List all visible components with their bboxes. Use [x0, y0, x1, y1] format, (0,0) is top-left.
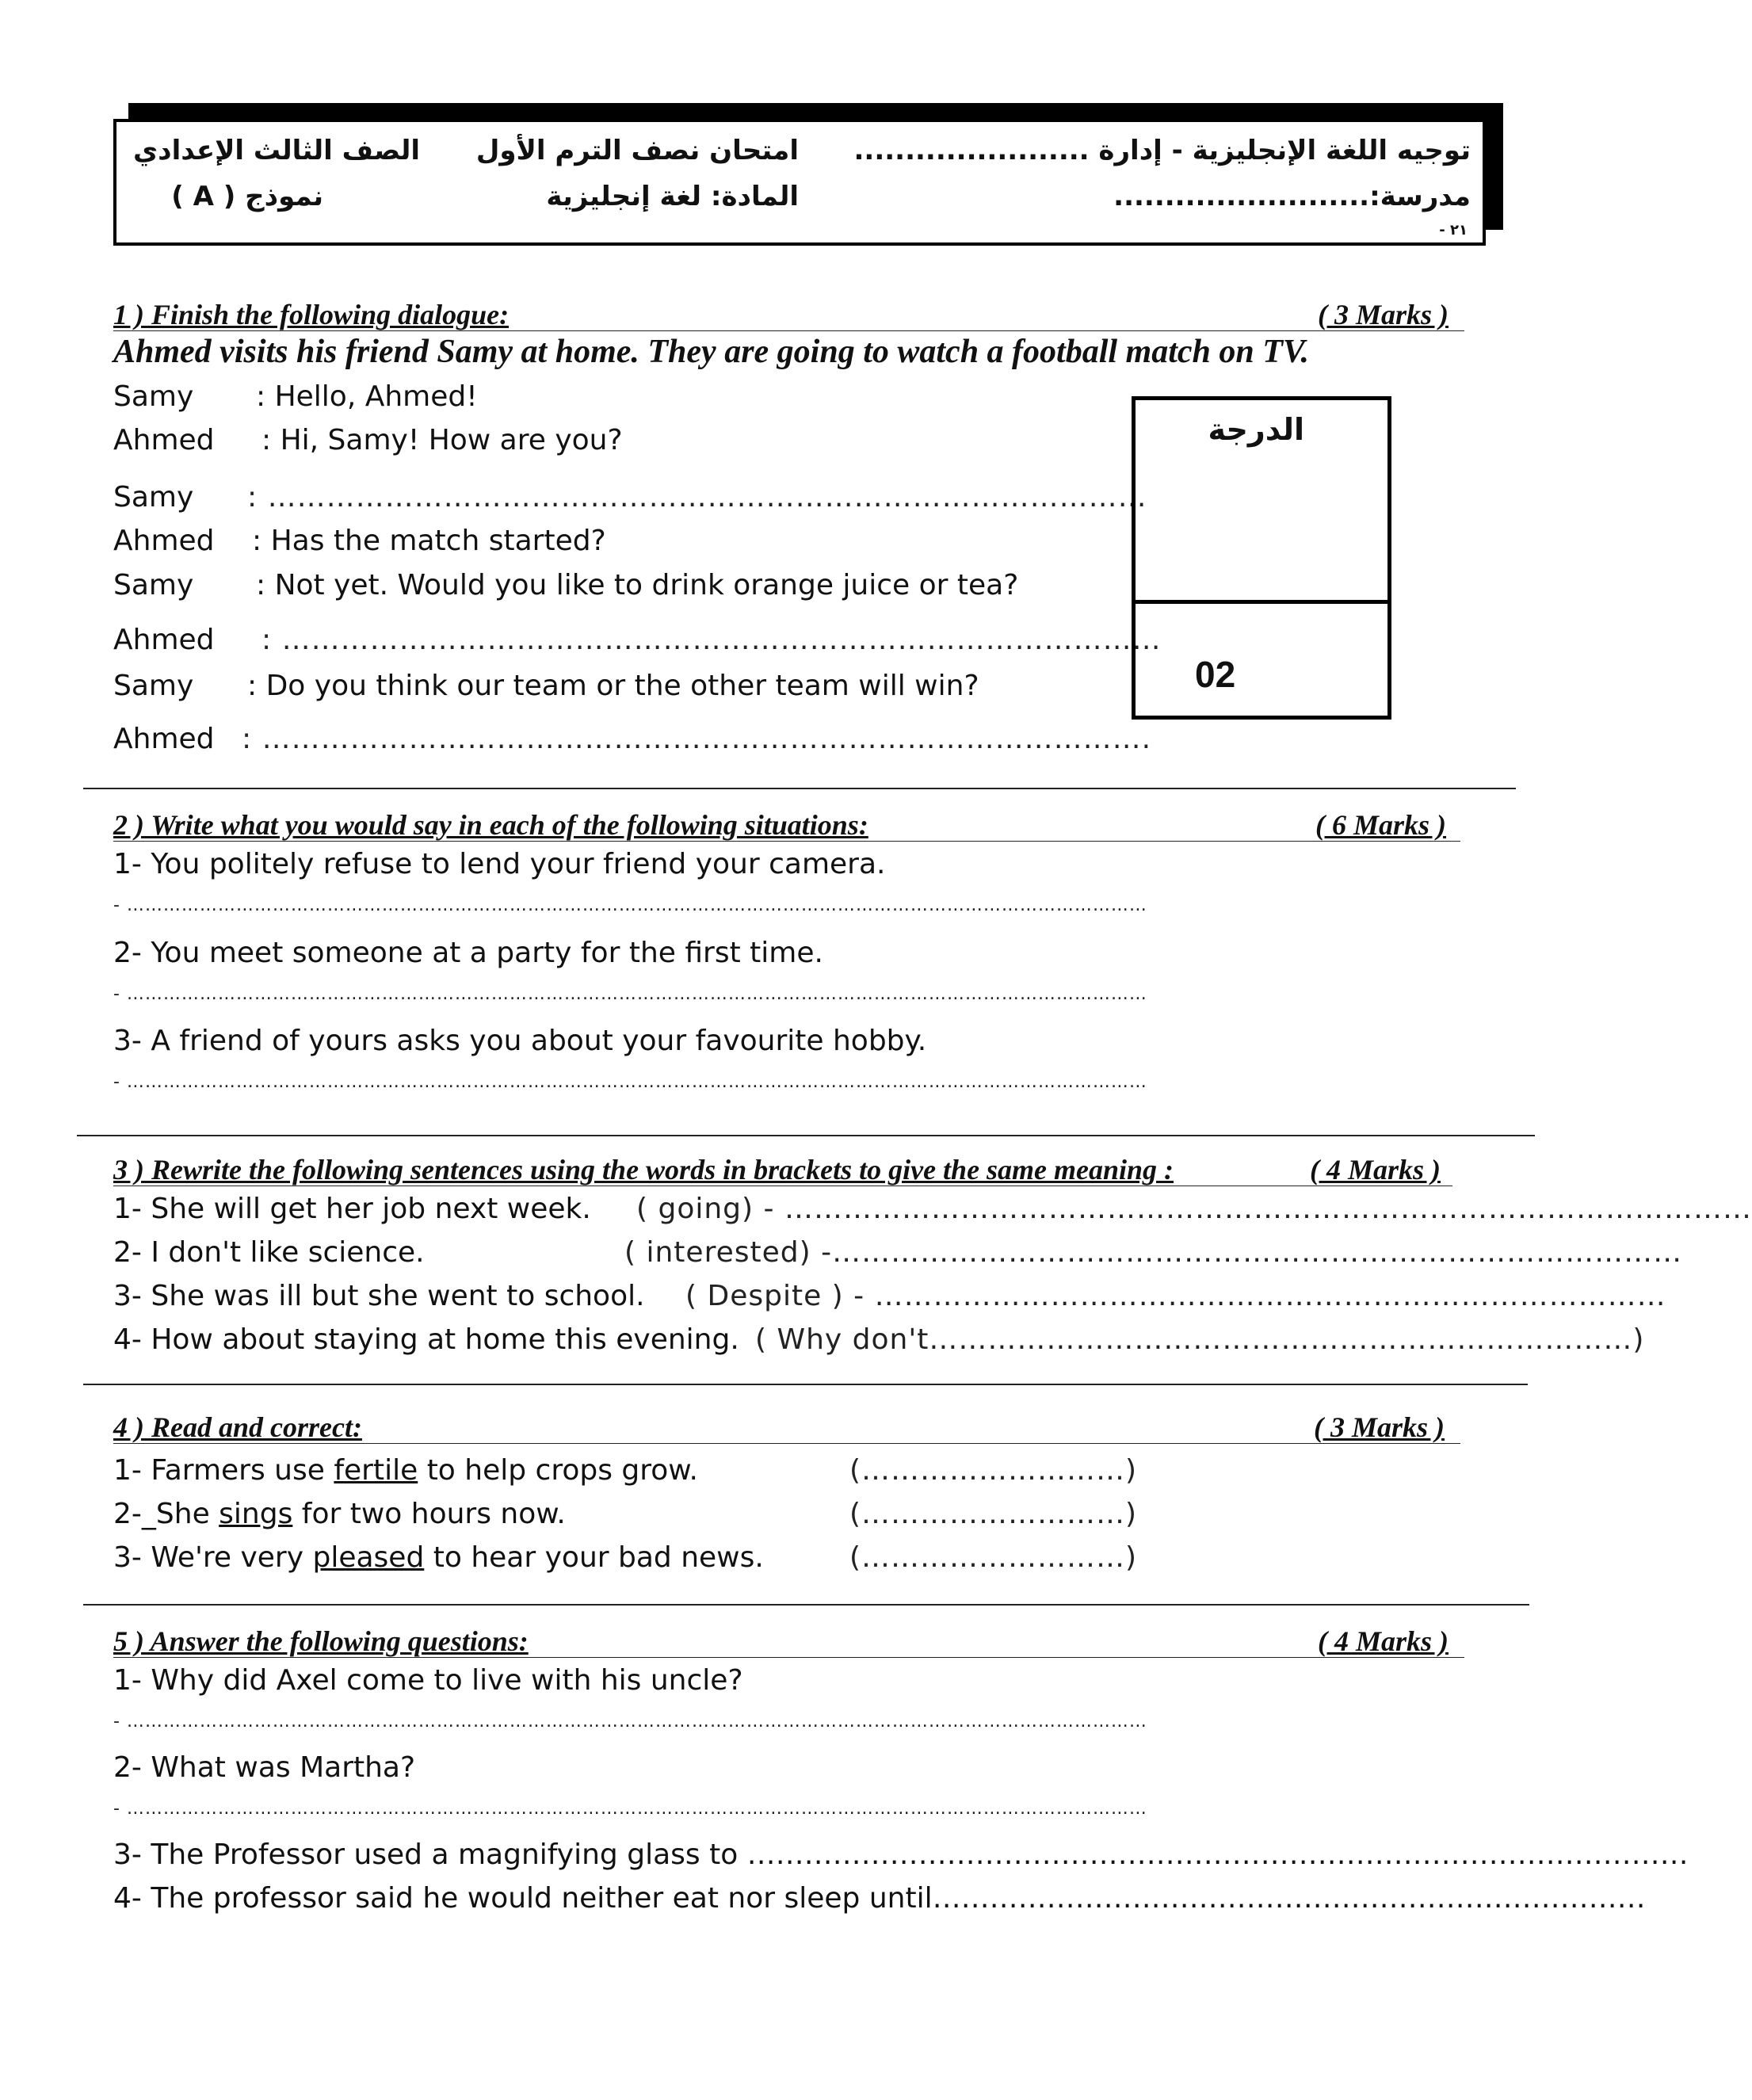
dialogue-text: : Hi, Samy! How are you? — [261, 424, 623, 456]
q2-title-rule — [113, 841, 1460, 842]
dialogue-speaker: Ahmed — [113, 624, 215, 656]
q2-marks: ( 6 Marks ) — [1315, 809, 1447, 841]
q4-item — [113, 1498, 566, 1530]
q5-title-rule — [113, 1657, 1464, 1658]
header-model: نموذج ( A ) — [171, 181, 323, 212]
q3-answer-line[interactable]: ( Despite ) - ……………………………………………………………………… — [685, 1280, 1666, 1312]
q2-item: 1- You politely refuse to lend your friend your camera. — [113, 848, 886, 880]
q2-title: 2 ) Write what you would say in each of the following situations: — [113, 809, 868, 841]
q4-item — [113, 1454, 698, 1487]
dialogue-speaker: Samy — [113, 380, 194, 413]
q5-title: 5 ) Answer the following questions: — [113, 1625, 529, 1657]
q1-intro: Ahmed visits his friend Samy at home. They are going to watch a football match on TV. — [113, 334, 1310, 370]
section-divider — [83, 1604, 1529, 1606]
dialogue-speaker: Ahmed — [113, 723, 215, 755]
q4-item — [113, 1541, 764, 1574]
q3-title: 3 ) Rewrite the following sentences using the words in brackets to give the same meaning : — [113, 1154, 1174, 1186]
dialogue-speaker: Ahmed — [113, 424, 215, 456]
dialogue-text: : Do you think our team or the other team will win? — [247, 670, 979, 702]
dialogue-speaker: Samy — [113, 670, 194, 702]
q4-answer-blank[interactable]: (………………………) — [849, 1541, 1138, 1574]
header-subject: المادة: لغة إنجليزية — [546, 181, 799, 212]
q3-answer-line[interactable]: ( interested) -…………………………………………………………………………… — [624, 1236, 1683, 1269]
q4-marks: ( 3 Marks ) — [1314, 1411, 1445, 1443]
dialogue-answer-blank[interactable]: : ………………………………………………………………………………. — [242, 723, 1152, 755]
q4-answer-blank[interactable]: (………………………) — [849, 1498, 1138, 1530]
dialogue-text: : Has the match started? — [252, 525, 606, 557]
q5-item: 3- The Professor used a magnifying glass to ……………………………………………………………………………………… — [113, 1838, 1689, 1871]
q3-item: 4- How about staying at home this evening. — [113, 1323, 739, 1356]
q2-answer-line[interactable]: - …………………………………………………………………………………………………………………………………………………… — [113, 984, 1147, 1004]
dialogue-text: : Hello, Ahmed! — [256, 380, 478, 413]
section-divider — [77, 1135, 1535, 1136]
header-grade-level: الصف الثالث الإعدادي — [132, 135, 420, 166]
section-divider — [83, 788, 1516, 789]
q4-error-word: pleased — [312, 1541, 425, 1574]
q1-marks: ( 3 Marks ) — [1318, 299, 1449, 330]
header-school: مدرسة:......................... — [1113, 181, 1471, 212]
q5-marks: ( 4 Marks ) — [1318, 1625, 1449, 1657]
q4-item-post: for two hours now. — [292, 1498, 566, 1530]
q4-item-post: to hear your bad news. — [424, 1541, 764, 1574]
q4-item-pre: 3- We're very — [113, 1541, 313, 1574]
grade-value: 02 — [1195, 654, 1236, 695]
dialogue-speaker: Samy — [113, 569, 194, 601]
dialogue-text: : Not yet. Would you like to drink orange juice or tea? — [256, 569, 1019, 601]
q2-item: 3- A friend of yours asks you about your favourite hobby. — [113, 1025, 927, 1057]
q1-title: 1 ) Finish the following dialogue: — [113, 299, 510, 330]
q4-error-word: sings — [219, 1498, 293, 1530]
q5-answer-line[interactable]: - …………………………………………………………………………………………………………………………………………………… — [113, 1799, 1147, 1819]
q4-item-pre: 1- Farmers use — [113, 1454, 334, 1487]
q5-item: 4- The professor said he would neither eat nor sleep until………………………………………………………………… — [113, 1882, 1646, 1915]
q5-item: 2- What was Martha? — [113, 1751, 416, 1784]
dialogue-answer-blank[interactable]: : ……………………………………………………………………………… — [261, 624, 1162, 656]
dialogue-speaker: Samy — [113, 481, 194, 514]
header-exam-title: امتحان نصف الترم الأول — [475, 135, 799, 166]
q4-title-rule — [113, 1443, 1460, 1444]
q4-item-post: to help crops grow. — [418, 1454, 698, 1487]
q5-item: 1- Why did Axel come to live with his uncle? — [113, 1664, 743, 1697]
dialogue-speaker: Ahmed — [113, 525, 215, 557]
header-directorate: توجيه اللغة الإنجليزية - إدارة ....................... — [853, 135, 1471, 166]
q4-error-word: fertile — [334, 1454, 418, 1487]
q2-answer-line[interactable]: - …………………………………………………………………………………………………………………………………………………… — [113, 895, 1147, 915]
q3-item: 3- She was ill but she went to school. — [113, 1280, 645, 1312]
q3-item: 2- I don't like science. — [113, 1236, 425, 1269]
q4-answer-blank[interactable]: (………………………) — [849, 1454, 1138, 1487]
q4-title: 4 ) Read and correct: — [113, 1411, 362, 1443]
dialogue-answer-blank[interactable]: : ……………………………………………………………………………… — [247, 481, 1147, 514]
q3-marks: ( 4 Marks ) — [1310, 1154, 1441, 1186]
header-small-mark: ٢١ - — [1439, 222, 1468, 239]
q4-item-pre: 2-_She — [113, 1498, 219, 1530]
q1-title-rule — [113, 330, 1464, 331]
grade-label: الدرجة — [1208, 412, 1304, 447]
q2-answer-line[interactable]: - …………………………………………………………………………………………………………………………………………………… — [113, 1072, 1147, 1092]
q2-item: 2- You meet someone at a party for the first time. — [113, 937, 823, 969]
grade-box-divider — [1136, 600, 1387, 604]
section-divider — [83, 1384, 1528, 1385]
q3-item: 1- She will get her job next week. — [113, 1193, 591, 1225]
q3-answer-line[interactable]: ( going) - ……………………………………………………………………………………… — [636, 1193, 1752, 1225]
q5-answer-line[interactable]: - …………………………………………………………………………………………………………………………………………………… — [113, 1712, 1147, 1732]
q3-answer-line[interactable]: ( Why don't………………………………………………………………) — [755, 1323, 1645, 1356]
